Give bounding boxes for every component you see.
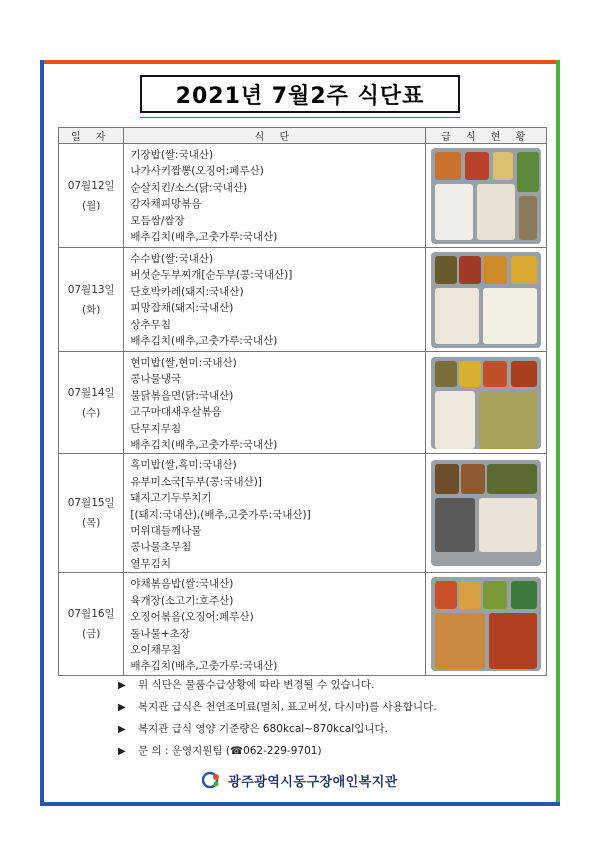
meal-tray-photo [431, 460, 541, 566]
menu-item: 단무지무침 [130, 422, 182, 435]
bullet-icon: ▶ [118, 746, 126, 757]
tray-compartment [435, 464, 459, 494]
notice-item: ▶ 위 식단은 물품수급상황에 따라 변경될 수 있습니다. [118, 674, 437, 696]
table-row [59, 454, 547, 573]
tray-compartment [459, 581, 481, 609]
table-row [59, 144, 547, 248]
title-underline [140, 117, 460, 118]
frame-right-border [556, 60, 560, 806]
meal-photo-cell [426, 144, 547, 248]
bullet-icon: ▶ [118, 702, 126, 713]
frame-left-border [40, 60, 44, 806]
menu-item: 감자채피망볶음 [130, 198, 202, 211]
menu-item: 머위대들깨나물 [130, 525, 202, 538]
tray-compartment [483, 256, 507, 284]
notice-item: ▶ 복지관 급식은 천연조미료(멸치, 표고버섯, 다시마)를 사용합니다. [118, 696, 437, 718]
menu-items [124, 352, 426, 454]
weekday-text: (수) [82, 406, 101, 419]
frame-bottom-border [40, 802, 560, 806]
tray-compartment [487, 464, 537, 494]
tray-compartment [461, 464, 485, 494]
day-date [59, 248, 124, 352]
bullet-icon: ▶ [118, 724, 126, 735]
weekday-text: (화) [82, 303, 101, 316]
tray-compartment [483, 361, 507, 387]
day-date [59, 454, 124, 573]
date-text: 07월15일 [67, 497, 115, 510]
tray-compartment [435, 581, 457, 609]
tray-compartment [519, 196, 537, 240]
menu-item: 유부미소국[두부(콩:국내산)] [130, 475, 262, 488]
weekday-text: (월) [82, 199, 101, 212]
table-header-row [59, 128, 547, 144]
tray-compartment [459, 256, 481, 284]
notice-item: ▶ 문 의 : 운영지원팀 (☎062-229-9701) [118, 740, 437, 762]
frame-top-border [40, 60, 560, 64]
menu-item: 현미밥(쌀,현미:국내산) [130, 357, 237, 369]
org-name: 광주광역시동구장애인복지관 [228, 774, 398, 790]
notice-item: ▶ 복지관 급식 영양 기준량은 680kcal~870kcal입니다. [118, 718, 437, 740]
menu-item: 단호박카레(돼지:국내산) [130, 285, 244, 298]
weekday-text: (목) [82, 517, 101, 530]
tray-compartment [435, 361, 457, 387]
tray-compartment [479, 391, 537, 449]
menu-item: 순살치킨/소스(닭:국내산) [130, 181, 248, 194]
menu-item: 배추김치(배추,고춧가루:국내산) [130, 439, 278, 452]
menu-item: 흑미밥(쌀,흑미:국내산) [130, 459, 237, 472]
date-text: 07월14일 [67, 386, 115, 399]
menu-item: 수수밥(쌀:국내산) [130, 253, 214, 265]
tray-compartment [493, 152, 513, 180]
notices [118, 674, 437, 762]
menu-items [124, 248, 426, 352]
meal-photo-cell [426, 573, 547, 675]
tray-compartment [459, 361, 481, 387]
menu-item: 콩나물초무침 [130, 541, 192, 554]
meal-tray-photo [431, 577, 541, 671]
tray-compartment [483, 581, 507, 609]
day-date [59, 573, 124, 675]
meal-tray-photo [431, 357, 541, 449]
day-date [59, 352, 124, 454]
day-date [59, 144, 124, 248]
meal-photo-cell [426, 454, 547, 573]
table-row [59, 352, 547, 454]
menu-item: 버섯순두부찌개[순두부(콩:국내산)] [130, 269, 293, 282]
menu-item: 오징어볶음(오징어:페루산) [130, 611, 254, 624]
menu-item: [(돼지:국내산),(배추,고춧가루:국내산)] [130, 508, 311, 521]
menu-item: 열무김치 [130, 557, 171, 570]
org-footer [0, 770, 600, 790]
tray-compartment [435, 184, 473, 240]
menu-item: 모듬쌈/쌈장 [130, 214, 185, 227]
menu-item: 배추김치(배추,고춧가루:국내산) [130, 660, 278, 673]
tray-compartment [483, 288, 537, 344]
menu-item: 불닭볶음면(닭:국내산) [130, 389, 234, 402]
menu-items [124, 454, 426, 573]
menu-item: 콩나물냉국 [130, 373, 182, 386]
header-photo: 급 식 현 황 [426, 128, 547, 144]
tray-compartment [511, 361, 537, 387]
meal-tray-photo [431, 252, 541, 348]
weekday-text: (금) [82, 628, 101, 640]
menu-item: 돼지고기두루치기 [130, 492, 212, 505]
menu-item: 오이채무침 [130, 643, 182, 656]
tray-compartment [511, 581, 537, 609]
tray-compartment [511, 256, 537, 284]
menu-item: 돌나물+초장 [130, 627, 190, 640]
tray-compartment [517, 152, 539, 192]
menu-item: 야채볶음밥(쌀:국내산) [130, 578, 234, 591]
tray-compartment [465, 152, 489, 180]
header-date: 일 자 [59, 128, 124, 144]
menu-items [124, 573, 426, 675]
tray-compartment [479, 498, 537, 552]
menu-item: 배추김치(배추,고춧가루:국내산) [130, 335, 278, 348]
tray-compartment [435, 152, 461, 180]
page-title: 2021년 7월2주 식단표 [140, 75, 460, 113]
org-logo-icon [202, 770, 222, 790]
menu-items [124, 144, 426, 248]
tray-compartment [435, 288, 479, 344]
table-row [59, 248, 547, 352]
tray-compartment [477, 184, 515, 240]
date-text: 07월16일 [67, 608, 115, 620]
date-text: 07월12일 [67, 179, 115, 192]
menu-table [58, 127, 547, 676]
meal-tray-photo [431, 148, 541, 244]
header-menu: 식 단 [124, 128, 426, 144]
menu-item: 기장밥(쌀:국내산) [130, 149, 214, 161]
tray-compartment [435, 498, 475, 552]
menu-item: 상추무침 [130, 318, 171, 331]
menu-item: 고구마대새우살볶음 [130, 406, 222, 419]
meal-photo-cell [426, 248, 547, 352]
tray-compartment [435, 613, 485, 669]
tray-compartment [435, 256, 457, 284]
tray-compartment [489, 613, 537, 669]
table-row [59, 573, 547, 675]
bullet-icon: ▶ [118, 680, 126, 691]
menu-item: 피망잡채(돼지:국내산) [130, 302, 234, 315]
menu-item: 육개장(소고기:호주산) [130, 594, 234, 607]
menu-item: 나가사키짬뽕(오징어:페루산) [130, 165, 264, 178]
date-text: 07월13일 [67, 283, 115, 296]
meal-photo-cell [426, 352, 547, 454]
tray-compartment [435, 391, 475, 449]
menu-item: 배추김치(배추,고춧가루:국내산) [130, 231, 278, 244]
